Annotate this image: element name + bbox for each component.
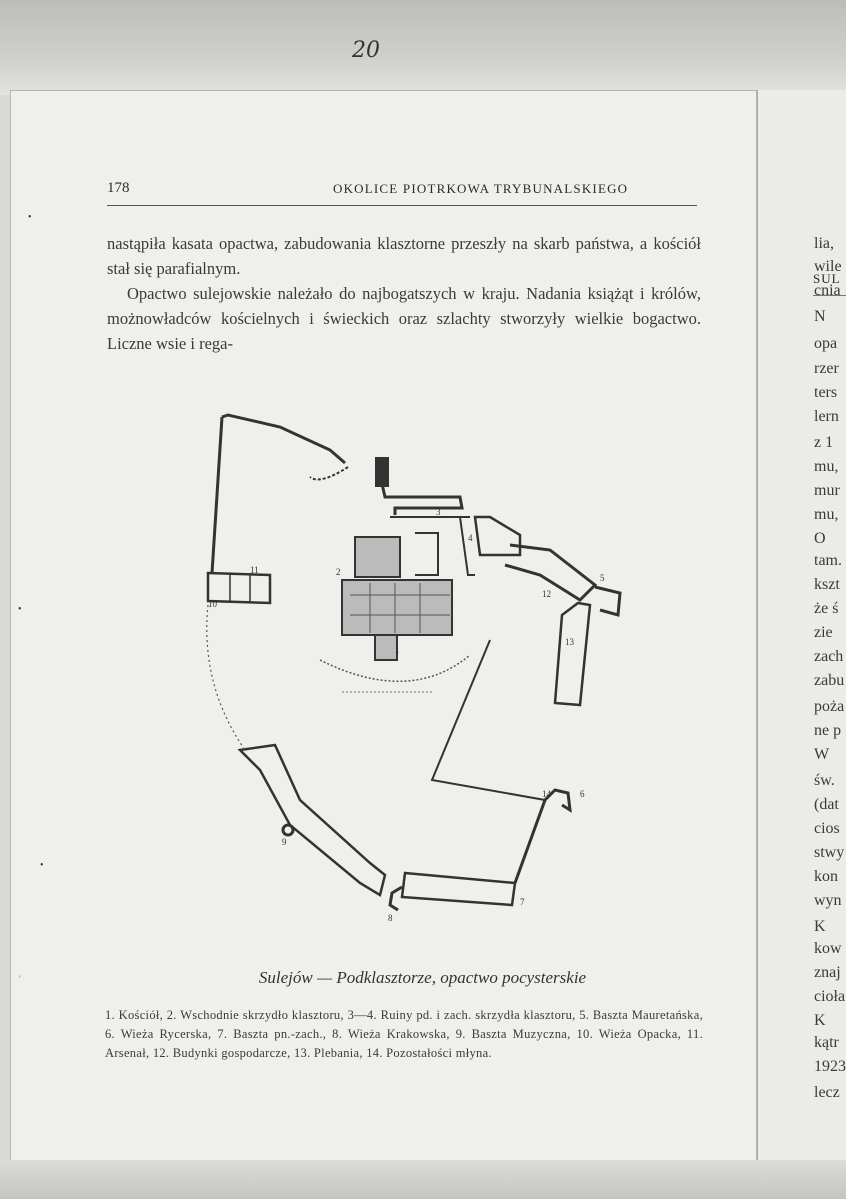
- margin-mark: •: [28, 212, 32, 223]
- running-title: OKOLICE PIOTRKOWA TRYBUNALSKIEGO: [333, 181, 629, 196]
- right-page-line: św.: [814, 772, 835, 789]
- page-number: 178: [107, 180, 130, 196]
- abbey-site-plan: [170, 405, 640, 935]
- right-page-line: K: [814, 918, 826, 935]
- right-page-line: mur: [814, 482, 840, 499]
- right-page-line: znaj: [814, 964, 841, 981]
- right-page-line: kątr: [814, 1034, 839, 1051]
- right-page-line: ne p: [814, 722, 842, 739]
- right-page-line: cios: [814, 820, 840, 837]
- right-page-line: lecz: [814, 1084, 840, 1101]
- right-page-line: stwy: [814, 844, 845, 861]
- scan-top-margin: [0, 0, 846, 95]
- right-page-line: W: [814, 746, 830, 763]
- right-page-line: kszt: [814, 576, 840, 593]
- plan-label-9: 9: [282, 837, 287, 847]
- figure-legend: 1. Kościół, 2. Wschodnie skrzydło klasztoru, 3—4. Ruiny pd. i zach. skrzydła klasztoru, 5. Baszta Mauretańska, 6. Wieża Rycerska, 7. Baszta pn.-zach., 8. Wieża Krakowska, 9. Baszta Muzyczna, 10. Wieża Opacka, 11. Arsenał, 12. Budynki gospodarcze, 13. Plebania, 14. Pozostałości młyna.: [105, 1008, 703, 1060]
- right-page-line: lern: [814, 408, 839, 425]
- plan-label-5: 5: [600, 573, 605, 583]
- right-page-line: z 1: [814, 434, 834, 451]
- paragraph: nastąpiła kasata opactwa, zabudowania klasztorne przeszły na skarb państwa, a kościół stał się parafialnym.: [107, 234, 701, 278]
- right-page-line: lia,: [814, 235, 834, 252]
- right-page-line: zach: [814, 648, 844, 665]
- plan-label-11: 11: [250, 565, 259, 575]
- right-page-line: cioła: [814, 988, 846, 1005]
- right-page: [757, 90, 846, 1175]
- right-page-line: mu,: [814, 458, 839, 475]
- figure-caption: Sulejów — Podklasztorze, opactwo pocysterskie: [258, 968, 587, 987]
- body-text: [107, 231, 701, 356]
- right-page-line: N: [814, 308, 826, 325]
- right-page-line: opa: [814, 335, 838, 352]
- right-page-line: O: [814, 530, 826, 547]
- scan-bottom-margin: [0, 1160, 846, 1199]
- plan-label-4: 4: [468, 533, 473, 543]
- right-page-line: że ś: [814, 600, 839, 617]
- plan-church: [342, 537, 452, 660]
- right-page-line: wyn: [814, 892, 842, 909]
- right-page-line: mu,: [814, 506, 839, 523]
- plan-label-1: 1: [395, 645, 400, 655]
- handwritten-page-number: 20: [352, 38, 380, 63]
- right-page-line: rzer: [814, 360, 839, 377]
- plan-label-2: 2: [336, 567, 341, 577]
- plan-west-wall: [212, 417, 222, 573]
- right-page-line: poża: [814, 698, 845, 715]
- plan-label-14: 14: [542, 789, 551, 799]
- plan-label-3: 3: [436, 507, 441, 517]
- plan-label-12: 12: [542, 589, 551, 599]
- plan-label-10: 10: [208, 599, 217, 609]
- right-page-line: K: [814, 1012, 826, 1029]
- margin-mark: ʾ: [18, 975, 22, 986]
- right-page-line: tam.: [814, 552, 842, 569]
- right-page-line: kon: [814, 868, 838, 885]
- right-page-line: (dat: [814, 796, 839, 813]
- right-page-line: wile: [814, 258, 842, 275]
- plan-label-6: 6: [580, 789, 585, 799]
- right-page-line: ters: [814, 384, 838, 401]
- paragraph: Opactwo sulejowskie należało do najbogatszych w kraju. Nadania książąt i królów, możnowładców kościelnych i świeckich oraz szlachty stworzyły wielkie bogactwo. Liczne wsie i rega-: [107, 284, 701, 353]
- right-page-header: SUL: [813, 271, 841, 286]
- margin-mark: •: [18, 604, 22, 615]
- right-page-line: kow: [814, 940, 842, 957]
- plan-label-7: 7: [520, 897, 525, 907]
- right-page-line: 1923: [814, 1058, 846, 1075]
- right-page-line: zabu: [814, 672, 845, 689]
- plan-label-8: 8: [388, 913, 393, 923]
- right-page-line: zie: [814, 624, 833, 641]
- plan-north-wall: [222, 415, 345, 463]
- header-rule: [107, 205, 697, 206]
- margin-mark: •: [40, 860, 44, 871]
- right-page-line: cnia: [814, 282, 841, 299]
- plan-label-13: 13: [565, 637, 574, 647]
